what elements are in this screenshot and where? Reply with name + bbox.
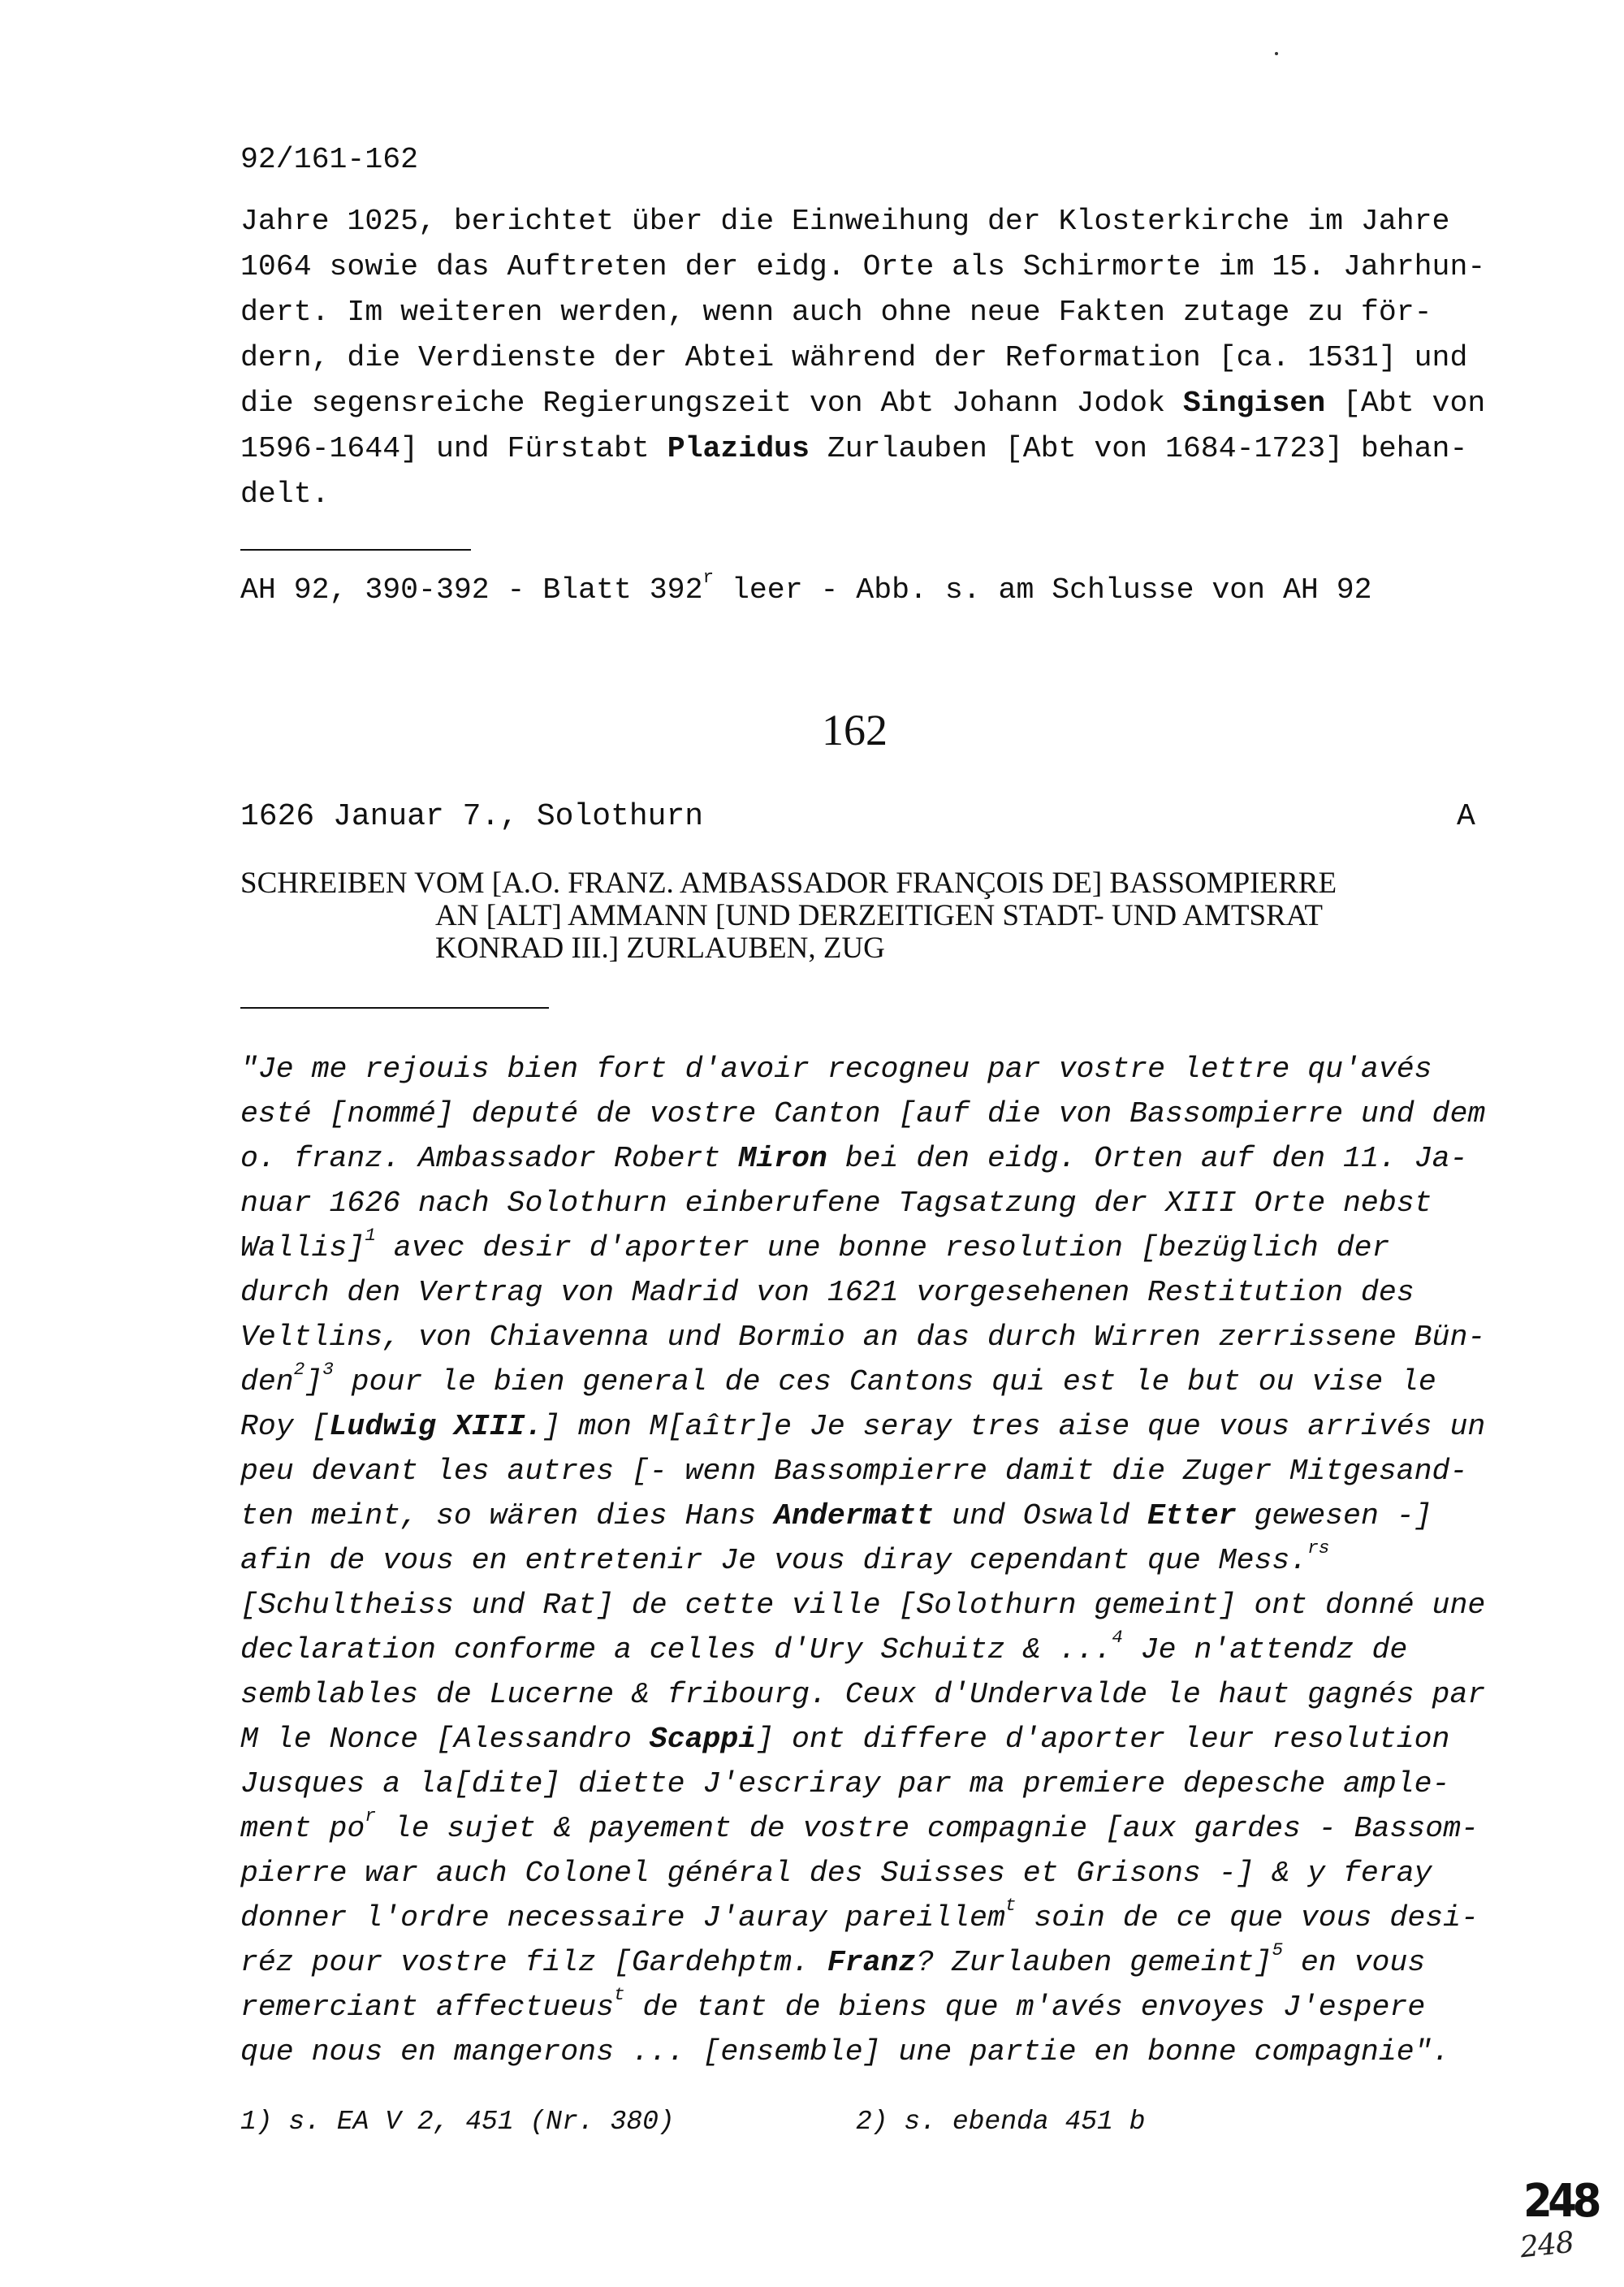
body-line: Roy [Ludwig XIII.] mon M[aîtr]e Je seray tres aise que vous arrivés un <box>240 1410 1486 1443</box>
separator-rule <box>240 1007 549 1009</box>
footnote-ref: 2 <box>293 1358 305 1380</box>
name-franz: Franz <box>827 1946 917 1979</box>
body-line: réz pour vostre filz [Gardehptm. Franz? Zurlauben gemeint]$^5$ en vous <box>240 1939 1426 1979</box>
footnote-ref: 4 <box>1112 1626 1123 1648</box>
date-place: 1626 Januar 7., Solothurn <box>240 799 704 834</box>
body-line: semblables de Lucerne & fribourg. Ceux d'Undervalde le haut gagnés par <box>240 1678 1486 1711</box>
body-line: ment $po^r$ le sujet & payement de vostre compagnie [aux gardes - Bassom- <box>240 1805 1479 1845</box>
intro-line: dert. Im weiteren werden, wenn auch ohne neue Fakten zutage zu för- <box>240 296 1432 329</box>
body-line: den$^2$]$^3$ pour le bien general de ces Cantons qui est le but ou vise le <box>240 1358 1436 1399</box>
intro-line: delt. <box>240 478 330 511</box>
title-line: KONRAD III.] ZURLAUBEN, ZUG <box>435 932 885 965</box>
body-line: declaration conforme a celles d'Ury Schuitz & ...$^4$ Je n'attendz de <box>240 1626 1408 1667</box>
header-reference: 92/161-162 <box>240 143 419 176</box>
body-line: pierre war auch Colonel général des Suisses et Grisons -] & y feray <box>240 1857 1432 1890</box>
page-number-handwritten: 248 <box>1518 2225 1575 2265</box>
name-miron: Miron <box>738 1142 827 1175</box>
body-line: durch den Vertrag von Madrid von 1621 vorgesehenen Restitution des <box>240 1276 1415 1309</box>
intro-line: die segensreiche Regierungszeit von Abt Johann Jodok Singisen [Abt von <box>240 387 1486 420</box>
footnote-2: 2) s. ebenda 451 b <box>856 2107 1146 2137</box>
intro-line: dern, die Verdienste der Abtei während der Reformation [ca. 1531] und <box>240 341 1468 374</box>
name-andermatt: Andermatt <box>774 1499 935 1533</box>
scan-speck <box>1275 52 1278 55</box>
body-line: remerciant affectueus$^t$ de tant de biens que m'avés envoyes J'espere <box>240 1983 1426 2024</box>
body-line: peu devant les autres [- wenn Bassompierre damit die Zuger Mitgesand- <box>240 1455 1468 1488</box>
name-etter: Etter <box>1147 1499 1237 1533</box>
body-line: nuar 1626 nach Solothurn einberufene Tagsatzung der XIII Orte nebst <box>240 1187 1432 1220</box>
source-reference: AH 92, 390-392 - Blatt 392$^r$ leer - Abb. s. am Schlusse von AH 92 <box>240 566 1372 607</box>
footnote-ref: 1 <box>365 1224 376 1246</box>
footnote-1: 1) s. EA V 2, 451 (Nr. 380) <box>240 2107 675 2137</box>
name-singisen: Singisen <box>1182 387 1326 420</box>
document-number: 162 <box>822 706 888 754</box>
body-line: Wallis]$^1$ avec desir d'aporter une bonne resolution [bezüglich der <box>240 1224 1390 1265</box>
body-line: Jusques a la[dite] diette J'escriray par ma premiere depesche ample- <box>240 1767 1450 1801</box>
body-line: "Je me rejouis bien fort d'avoir recogneu par vostre lettre qu'avés <box>240 1053 1432 1086</box>
body-line: ten meint, so wären dies Hans Andermatt und Oswald Etter gewesen -] <box>240 1499 1432 1533</box>
body-line: que nous en mangerons ... [ensemble] une partie en bonne compagnie". <box>240 2035 1450 2069</box>
body-line: [Schultheiss und Rat] de cette ville [Solothurn gemeint] ont donné une <box>240 1589 1486 1622</box>
intro-line: 1596-1644] und Fürstabt Plazidus Zurlauben [Abt von 1684-1723] behan- <box>240 432 1468 465</box>
body-line: esté [nommé] deputé de vostre Canton [auf die von Bassompierre und dem <box>240 1097 1486 1131</box>
page-number-stamp: 248 <box>1522 2175 1597 2228</box>
footnote-ref: 3 <box>322 1358 334 1380</box>
separator-rule <box>240 549 471 551</box>
name-plazidus: Plazidus <box>667 432 810 465</box>
body-line: afin de vous en entretenir Je vous diray cependant que Mess.$^{rs}$ <box>240 1537 1330 1577</box>
title-line: AN [ALT] AMMANN [UND DERZEITIGEN STADT- UND AMTSRAT <box>435 899 1323 932</box>
name-ludwig: Ludwig XIII. <box>329 1410 543 1443</box>
title-line: SCHREIBEN VOM [A.O. FRANZ. AMBASSADOR FRANÇOIS DE] BASSOMPIERRE <box>240 867 1337 900</box>
name-scappi: Scappi <box>649 1723 757 1756</box>
intro-line: Jahre 1025, berichtet über die Einweihung der Klosterkirche im Jahre <box>240 205 1450 238</box>
body-line: Veltlins, von Chiavenna und Bormio an das durch Wirren zerrissene Bün- <box>240 1321 1486 1354</box>
body-line: o. franz. Ambassador Robert Miron bei den eidg. Orten auf den 11. Ja- <box>240 1142 1468 1175</box>
body-line: donner l'ordre necessaire J'auray pareillem$^t$ soin de ce que vous desi- <box>240 1894 1479 1935</box>
tradition-mark: A <box>1457 799 1475 834</box>
footnote-ref: 5 <box>1272 1939 1284 1961</box>
intro-line: 1064 sowie das Auftreten der eidg. Orte als Schirmorte im 15. Jahrhun- <box>240 250 1486 283</box>
body-line: M le Nonce [Alessandro Scappi] ont differe d'aporter leur resolution <box>240 1723 1450 1756</box>
